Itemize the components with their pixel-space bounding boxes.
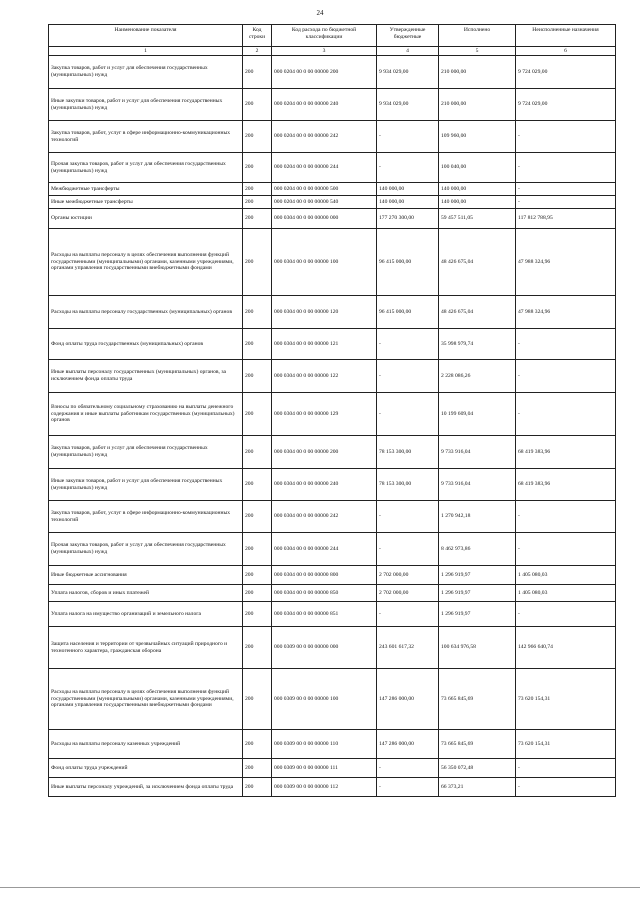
row-expense-code: 000 0204 00 0 00 00000 540: [272, 196, 377, 209]
table-row: [49, 393, 616, 436]
row-expense-code: 000 0304 00 0 00 00000 244: [272, 533, 377, 566]
table-row: [49, 469, 616, 501]
row-name: Иные бюджетные ассигнования: [49, 566, 243, 585]
row-executed: 48 426 675,04: [439, 229, 516, 296]
table-row: [49, 209, 616, 229]
row-expense-code: 000 0204 00 0 00 00000 240: [272, 89, 377, 121]
row-executed: 100 040,00: [439, 153, 516, 183]
row-line-code: 200: [243, 360, 272, 393]
row-line-code: 200: [243, 469, 272, 501]
table-row: [49, 360, 616, 393]
row-approved: -: [377, 501, 439, 533]
row-approved: 78 153 300,00: [377, 469, 439, 501]
row-executed: 48 426 675,04: [439, 296, 516, 329]
table-row: [49, 296, 616, 329]
row-name: Иные межбюджетные трансферты: [49, 196, 243, 209]
column-number: 2: [243, 47, 272, 56]
row-expense-code: 000 0304 00 0 00 00000 242: [272, 501, 377, 533]
row-expense-code: 000 0204 00 0 00 00000 244: [272, 153, 377, 183]
row-line-code: 200: [243, 393, 272, 436]
row-executed: 140 000,00: [439, 183, 516, 196]
row-unexecuted: 73 620 154,31: [516, 669, 616, 730]
row-executed: 1 296 919,97: [439, 566, 516, 585]
row-approved: 177 270 300,00: [377, 209, 439, 229]
column-number-row: [49, 47, 616, 56]
row-expense-code: 000 0309 00 0 00 00000 112: [272, 778, 377, 797]
row-unexecuted: 47 988 324,96: [516, 229, 616, 296]
row-line-code: 200: [243, 196, 272, 209]
row-line-code: 200: [243, 209, 272, 229]
row-unexecuted: -: [516, 778, 616, 797]
row-unexecuted: -: [516, 153, 616, 183]
row-expense-code: 000 0204 00 0 00 00000 242: [272, 121, 377, 153]
row-executed: 66 373,21: [439, 778, 516, 797]
row-expense-code: 000 0304 00 0 00 00000 240: [272, 469, 377, 501]
row-unexecuted: 9 724 029,00: [516, 56, 616, 89]
row-unexecuted: -: [516, 759, 616, 778]
row-expense-code: 000 0304 00 0 00 00000 851: [272, 602, 377, 627]
row-name: Расходы на выплаты персоналу в целях обеспечения выполнения функций государственными (муниципальными) органами, казенными учреждениями, органами управления государственными внебюджетными фондами: [49, 229, 243, 296]
row-executed: 73 665 845,69: [439, 669, 516, 730]
row-approved: 147 286 000,00: [377, 669, 439, 730]
table-body: [49, 56, 616, 797]
row-executed: 73 665 845,69: [439, 730, 516, 759]
row-executed: 56 350 072,48: [439, 759, 516, 778]
row-name: Взносы по обязательному социальному страхованию на выплаты денежного содержания и иные выплаты работникам государственных (муниципальных) органов: [49, 393, 243, 436]
row-name: Закупка товаров, работ и услуг для обеспечения государственных (муниципальных) нужд: [49, 56, 243, 89]
row-line-code: 200: [243, 296, 272, 329]
row-name: Закупка товаров, работ, услуг в сфере информационно-коммуникационных технологий: [49, 501, 243, 533]
row-expense-code: 000 0304 00 0 00 00000 120: [272, 296, 377, 329]
row-name: Органы юстиции: [49, 209, 243, 229]
row-expense-code: 000 0309 00 0 00 00000 100: [272, 669, 377, 730]
table-row: [49, 183, 616, 196]
row-line-code: 200: [243, 669, 272, 730]
row-unexecuted: -: [516, 183, 616, 196]
column-number: 5: [439, 47, 516, 56]
row-approved: 2 702 000,00: [377, 585, 439, 602]
row-approved: 9 934 029,00: [377, 56, 439, 89]
table-row: [49, 627, 616, 669]
row-executed: 1 296 919,97: [439, 602, 516, 627]
row-line-code: 200: [243, 602, 272, 627]
row-expense-code: 000 0304 00 0 00 00000 121: [272, 329, 377, 360]
row-line-code: 200: [243, 153, 272, 183]
row-approved: -: [377, 759, 439, 778]
row-expense-code: 000 0309 00 0 00 00000 110: [272, 730, 377, 759]
row-approved: -: [377, 602, 439, 627]
table-row: [49, 196, 616, 209]
row-expense-code: 000 0304 00 0 00 00000 200: [272, 436, 377, 469]
row-unexecuted: 68 419 383,96: [516, 469, 616, 501]
row-expense-code: 000 0304 00 0 00 00000 800: [272, 566, 377, 585]
row-name: Иные выплаты персоналу государственных (муниципальных) органов, за исключением фонда оплаты труда: [49, 360, 243, 393]
table-row: [49, 566, 616, 585]
row-unexecuted: 117 812 788,95: [516, 209, 616, 229]
row-executed: 140 000,00: [439, 196, 516, 209]
row-approved: 243 601 617,32: [377, 627, 439, 669]
row-approved: 140 000,00: [377, 196, 439, 209]
row-expense-code: 000 0304 00 0 00 00000 100: [272, 229, 377, 296]
table-row: [49, 329, 616, 360]
row-executed: 9 733 916,04: [439, 436, 516, 469]
row-name: Межбюджетные трансферты: [49, 183, 243, 196]
row-line-code: 200: [243, 778, 272, 797]
row-approved: 96 415 000,00: [377, 229, 439, 296]
row-line-code: 200: [243, 436, 272, 469]
row-approved: -: [377, 393, 439, 436]
row-line-code: 200: [243, 329, 272, 360]
row-executed: 8 462 973,86: [439, 533, 516, 566]
table-row: [49, 501, 616, 533]
row-approved: -: [377, 121, 439, 153]
row-line-code: 200: [243, 56, 272, 89]
row-expense-code: 000 0304 00 0 00 00000 850: [272, 585, 377, 602]
row-name: Иные закупки товаров, работ и услуг для обеспечения государственных (муниципальных) нужд: [49, 469, 243, 501]
table-row: [49, 229, 616, 296]
row-name: Прочая закупка товаров, работ и услуг для обеспечения государственных (муниципальных) нужд: [49, 153, 243, 183]
row-line-code: 200: [243, 121, 272, 153]
column-number: 6: [516, 47, 616, 56]
column-number: 3: [272, 47, 377, 56]
row-unexecuted: -: [516, 360, 616, 393]
row-line-code: 200: [243, 89, 272, 121]
row-name: Иные закупки товаров, работ и услуг для обеспечения государственных (муниципальных) нужд: [49, 89, 243, 121]
row-unexecuted: 68 419 383,96: [516, 436, 616, 469]
row-executed: 9 733 916,04: [439, 469, 516, 501]
header-expense-code: Код расхода по бюджетной классификации: [272, 25, 377, 47]
row-unexecuted: 47 988 324,96: [516, 296, 616, 329]
row-unexecuted: -: [516, 196, 616, 209]
row-approved: 96 415 000,00: [377, 296, 439, 329]
table-row: [49, 121, 616, 153]
row-name: Расходы на выплаты персоналу государственных (муниципальных) органов: [49, 296, 243, 329]
row-name: Иные выплаты персоналу учреждений, за исключением фонда оплаты труда: [49, 778, 243, 797]
table-row: [49, 759, 616, 778]
page-bottom-divider: [0, 887, 640, 888]
row-name: Прочая закупка товаров, работ и услуг для обеспечения государственных (муниципальных) нужд: [49, 533, 243, 566]
row-approved: 147 286 000,00: [377, 730, 439, 759]
row-name: Фонд оплаты труда учреждений: [49, 759, 243, 778]
row-line-code: 200: [243, 730, 272, 759]
row-unexecuted: -: [516, 533, 616, 566]
row-name: Защита населения и территории от чрезвычайных ситуаций природного и техногенного характера, гражданская оборона: [49, 627, 243, 669]
row-name: Расходы на выплаты персоналу в целях обеспечения выполнения функций государственными (муниципальными) органами, казенными учреждениями, органами управления государственными внебюджетными фондами: [49, 669, 243, 730]
row-name: Закупка товаров, работ и услуг для обеспечения государственных (муниципальных) нужд: [49, 436, 243, 469]
row-line-code: 200: [243, 183, 272, 196]
table-row: [49, 669, 616, 730]
page-number: 24: [316, 9, 324, 17]
header-executed: Исполнено: [439, 25, 516, 47]
table-row: [49, 585, 616, 602]
row-name: Фонд оплаты труда государственных (муниципальных) органов: [49, 329, 243, 360]
row-approved: -: [377, 533, 439, 566]
row-unexecuted: 142 966 640,74: [516, 627, 616, 669]
table-row: [49, 533, 616, 566]
row-name: Уплата налогов, сборов и иных платежей: [49, 585, 243, 602]
table-row: [49, 436, 616, 469]
row-expense-code: 000 0204 00 0 00 00000 500: [272, 183, 377, 196]
row-executed: 1 296 919,97: [439, 585, 516, 602]
row-unexecuted: -: [516, 121, 616, 153]
row-unexecuted: 1 405 080,03: [516, 566, 616, 585]
row-unexecuted: -: [516, 329, 616, 360]
row-unexecuted: 73 620 154,31: [516, 730, 616, 759]
row-executed: 210 000,00: [439, 89, 516, 121]
header-approved: Утвержденные бюджетные: [377, 25, 439, 47]
row-unexecuted: 9 724 029,00: [516, 89, 616, 121]
table-row: [49, 89, 616, 121]
row-line-code: 200: [243, 501, 272, 533]
row-executed: 100 634 976,58: [439, 627, 516, 669]
row-expense-code: 000 0304 00 0 00 00000 122: [272, 360, 377, 393]
row-expense-code: 000 0309 00 0 00 00000 000: [272, 627, 377, 669]
row-name: Уплата налога на имущество организаций и земельного налога: [49, 602, 243, 627]
row-approved: 140 000,00: [377, 183, 439, 196]
row-unexecuted: -: [516, 393, 616, 436]
table-row: [49, 602, 616, 627]
header-line-code: Код строки: [243, 25, 272, 47]
row-approved: -: [377, 360, 439, 393]
row-line-code: 200: [243, 533, 272, 566]
row-executed: 10 199 609,04: [439, 393, 516, 436]
table-row: [49, 730, 616, 759]
row-executed: 59 457 511,05: [439, 209, 516, 229]
row-unexecuted: -: [516, 602, 616, 627]
row-approved: 9 934 029,00: [377, 89, 439, 121]
table-row: [49, 56, 616, 89]
header-indicator-name: Наименование показателя: [49, 25, 243, 47]
row-expense-code: 000 0304 00 0 00 00000 000: [272, 209, 377, 229]
row-line-code: 200: [243, 229, 272, 296]
row-executed: 35 998 979,74: [439, 329, 516, 360]
row-expense-code: 000 0204 00 0 00 00000 200: [272, 56, 377, 89]
row-executed: 109 960,00: [439, 121, 516, 153]
column-number: 4: [377, 47, 439, 56]
header-unexecuted: Неисполненные назначения: [516, 25, 616, 47]
row-expense-code: 000 0304 00 0 00 00000 129: [272, 393, 377, 436]
row-line-code: 200: [243, 759, 272, 778]
row-line-code: 200: [243, 566, 272, 585]
row-approved: 78 153 300,00: [377, 436, 439, 469]
row-approved: -: [377, 153, 439, 183]
row-unexecuted: 1 405 080,03: [516, 585, 616, 602]
budget-execution-table: [48, 24, 616, 797]
row-executed: 2 228 086,26: [439, 360, 516, 393]
row-executed: 210 000,00: [439, 56, 516, 89]
row-name: Закупка товаров, работ, услуг в сфере информационно-коммуникационных технологий: [49, 121, 243, 153]
table-row: [49, 153, 616, 183]
row-approved: -: [377, 778, 439, 797]
row-unexecuted: -: [516, 501, 616, 533]
row-line-code: 200: [243, 627, 272, 669]
row-expense-code: 000 0309 00 0 00 00000 111: [272, 759, 377, 778]
row-approved: 2 702 000,00: [377, 566, 439, 585]
row-line-code: 200: [243, 585, 272, 602]
column-number: 1: [49, 47, 243, 56]
row-name: Расходы на выплаты персоналу казенных учреждений: [49, 730, 243, 759]
row-approved: -: [377, 329, 439, 360]
table-row: [49, 778, 616, 797]
row-executed: 1 270 942,18: [439, 501, 516, 533]
table-header-row: [49, 25, 616, 47]
